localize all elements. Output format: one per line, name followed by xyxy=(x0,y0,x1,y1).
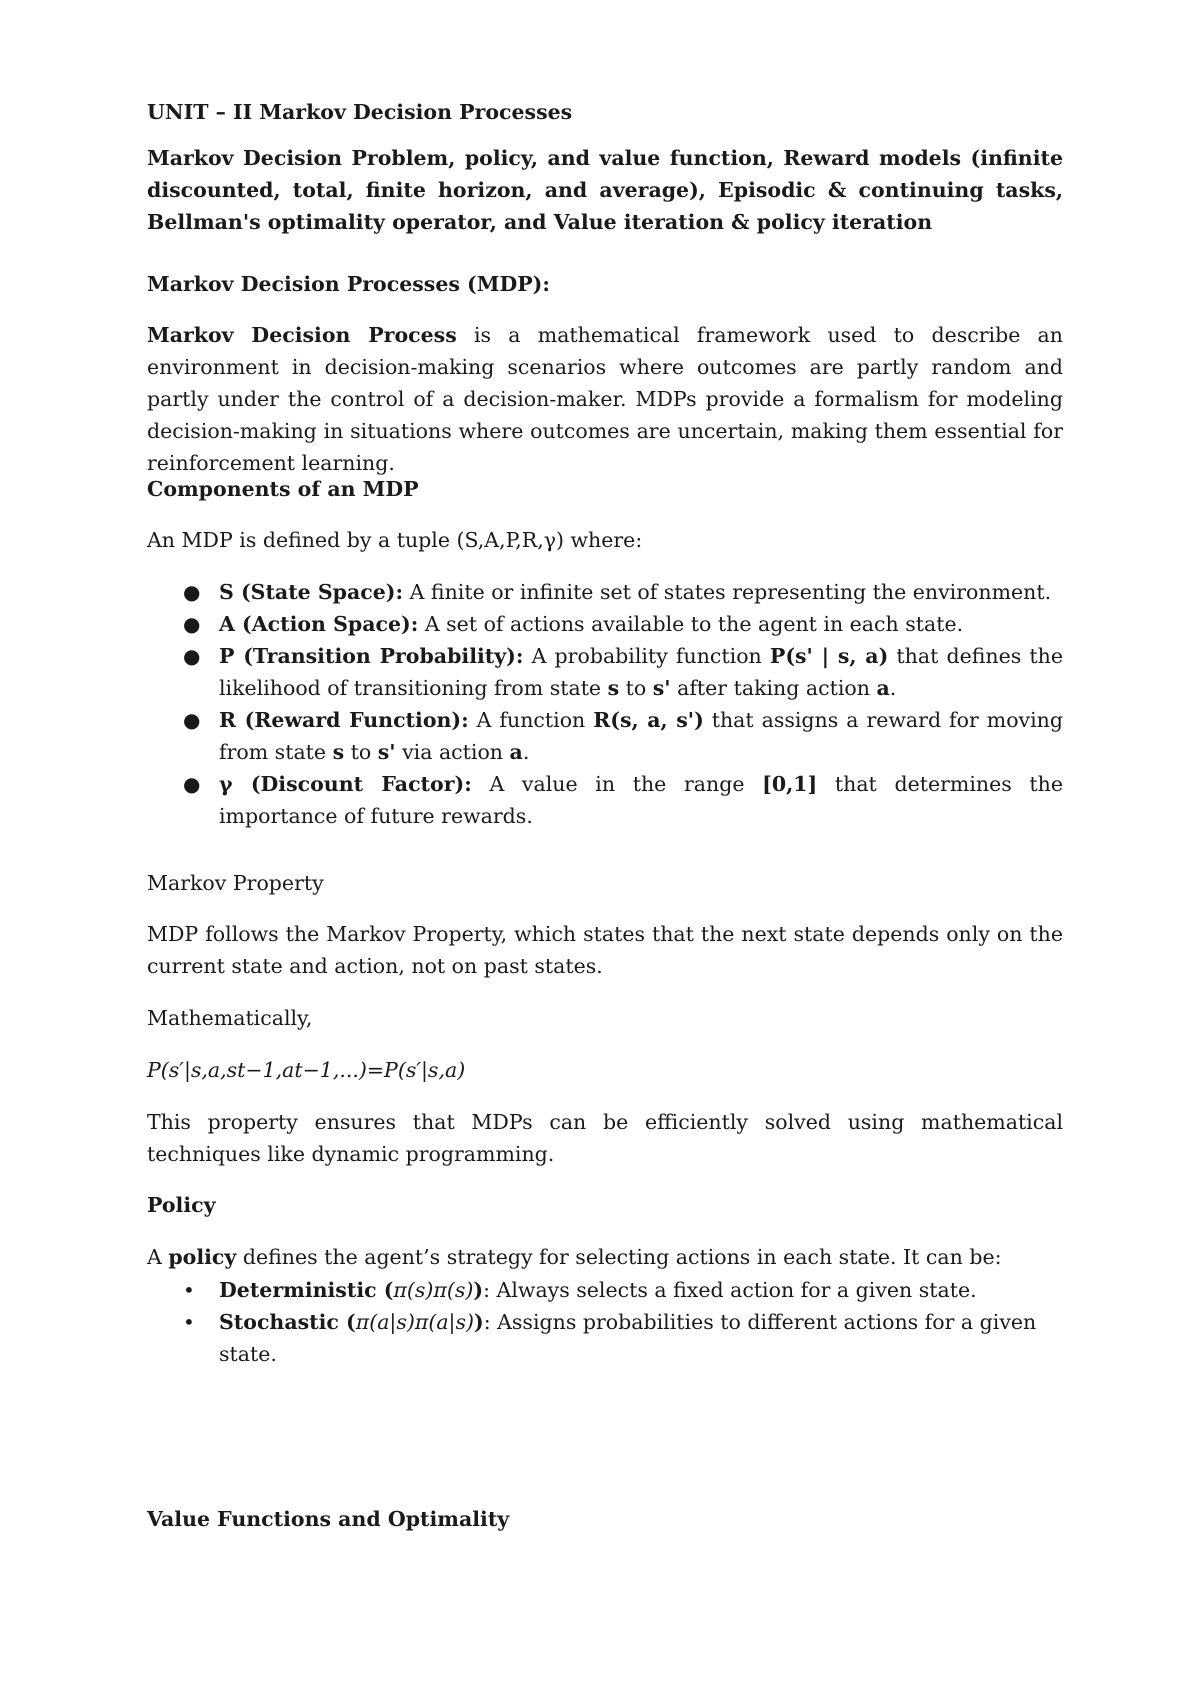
mathematically-label: Mathematically, xyxy=(147,1006,313,1030)
policy-intro-text: defines the agent’s strategy for selecting actions in each state. It can be: xyxy=(236,1245,1002,1269)
components-heading: Components of an MDP xyxy=(147,477,419,501)
policy-symbol: π(s)π(s) xyxy=(393,1278,474,1302)
bullet-icon: ● xyxy=(183,708,201,732)
bullet-icon: • xyxy=(183,1278,195,1302)
policy-text: : Always selects a fixed action for a given state. xyxy=(483,1278,977,1302)
component-text: to xyxy=(344,740,378,764)
component-formula: P(s' | s, a) xyxy=(769,644,889,668)
markov-property-heading: Markov Property xyxy=(147,871,324,895)
symbol-s-prime: s' xyxy=(377,740,396,764)
symbol-a: a xyxy=(509,740,523,764)
bullet-icon: ● xyxy=(183,612,201,636)
component-formula: R(s, a, s') xyxy=(593,708,704,732)
list-item-reward-function xyxy=(147,704,1063,768)
symbol-a: a xyxy=(876,676,890,700)
component-text: . xyxy=(522,740,530,764)
unit-title: UNIT – II Markov Decision Processes xyxy=(147,100,573,124)
component-text: . xyxy=(889,676,897,700)
component-label: A (Action Space): xyxy=(219,612,419,636)
list-item-stochastic xyxy=(147,1306,1063,1370)
component-label: S (State Space): xyxy=(219,580,404,604)
component-text: A probability function xyxy=(523,644,770,668)
component-text: A function xyxy=(468,708,594,732)
components-list xyxy=(147,576,1063,832)
component-label: R (Reward Function): xyxy=(219,708,469,732)
bullet-icon: ● xyxy=(183,772,201,796)
component-text: after taking action xyxy=(670,676,877,700)
component-text: that defines the likelihood of transitioning from state xyxy=(219,644,1064,700)
list-item-state-space xyxy=(147,576,1063,608)
list-item-deterministic xyxy=(147,1274,1063,1306)
markov-formula: P(s′|s,a,st−1,at−1,...)=P(s′|s,a) xyxy=(147,1058,466,1082)
component-text: via action xyxy=(395,740,510,764)
policy-intro-text: A xyxy=(147,1245,169,1269)
policy-term: policy xyxy=(168,1245,237,1269)
component-text: A finite or infinite set of states representing the environment. xyxy=(403,580,1052,604)
bullet-icon: ● xyxy=(183,580,201,604)
component-label: γ (Discount Factor): xyxy=(219,772,472,796)
property-text: This property ensures that MDPs can be efficiently solved using mathematical techniques like dynamic programming. xyxy=(147,1110,1063,1166)
component-text: to xyxy=(619,676,653,700)
mdp-heading: Markov Decision Processes (MDP): xyxy=(147,272,550,296)
policy-label-close: ) xyxy=(473,1310,484,1334)
policy-label: Stochastic ( xyxy=(219,1310,356,1334)
list-item-discount-factor xyxy=(147,768,1063,832)
policy-heading: Policy xyxy=(147,1193,216,1217)
policy-intro xyxy=(147,1241,1002,1273)
list-item-transition-probability xyxy=(147,640,1063,704)
markov-property-text: MDP follows the Markov Property, which states that the next state depends only on the current state and action, not on past states. xyxy=(147,922,1063,978)
component-label: P (Transition Probability): xyxy=(219,644,524,668)
symbol-s: s xyxy=(607,676,620,700)
policy-list xyxy=(147,1274,1063,1370)
policy-symbol: π(a|s)π(a|s) xyxy=(355,1310,474,1334)
bullet-icon: ● xyxy=(183,644,201,668)
components-intro: An MDP is defined by a tuple (S,A,P,R,γ) where: xyxy=(147,528,643,552)
mdp-term: Markov Decision Process xyxy=(147,323,457,347)
symbol-s: s xyxy=(332,740,345,764)
symbol-s-prime: s' xyxy=(652,676,671,700)
mdp-intro-text: is a mathematical framework used to describe an environment in decision-making scenarios where outcomes are partly random and partly under the control of a decision-maker. MDPs provide a formalism for modeling decision-making in situations where outcomes are uncertain, making them essential for reinforcement learning. xyxy=(147,323,1063,475)
policy-label: Deterministic ( xyxy=(219,1278,394,1302)
policy-text: : Assigns probabilities to different actions for a given state. xyxy=(219,1310,1037,1366)
component-text: A set of actions available to the agent in each state. xyxy=(418,612,964,636)
component-text: that determines the importance of future rewards. xyxy=(219,772,1063,828)
list-item-action-space xyxy=(147,608,1063,640)
value-functions-heading: Value Functions and Optimality xyxy=(147,1507,510,1531)
component-text: that assigns a reward for moving from state xyxy=(219,708,1064,764)
mdp-intro xyxy=(147,319,1063,479)
component-range: [0,1] xyxy=(762,772,818,796)
syllabus: Markov Decision Problem, policy, and value function, Reward models (infinite discounted, total, finite horizon, and average), Episodic & continuing tasks, Bellman's optimality operator, and Value iteration & policy iteration xyxy=(147,146,1063,234)
component-text: A value in the range xyxy=(471,772,763,796)
policy-label-close: ) xyxy=(473,1278,484,1302)
bullet-icon: • xyxy=(183,1310,195,1334)
